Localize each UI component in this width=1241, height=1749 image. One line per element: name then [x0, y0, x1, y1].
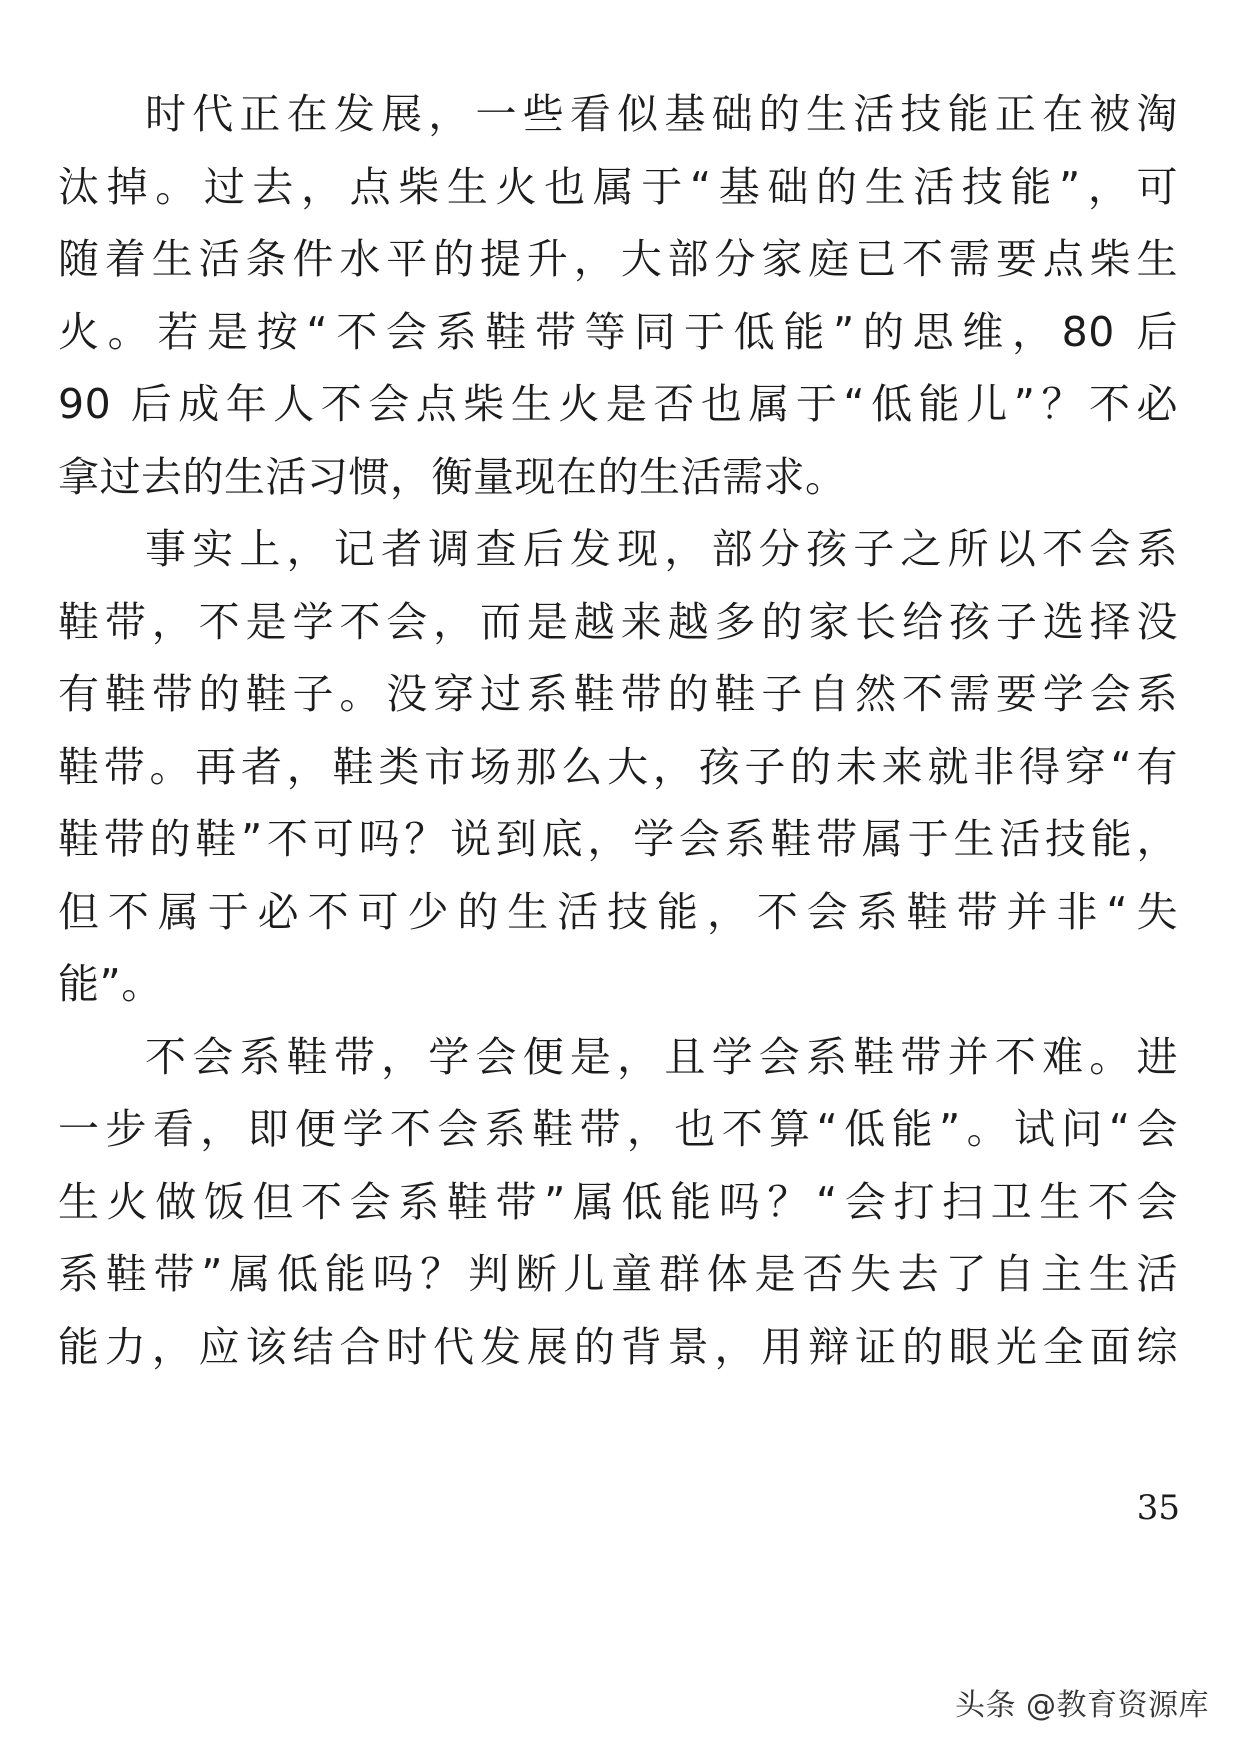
- paragraph-3-line-1: 不会系鞋带，学会便是，且学会系鞋带并不难。进: [145, 1032, 1178, 1081]
- paragraph-2-line-7: 能”。: [58, 960, 163, 1008]
- paragraph-2-line-6: 但不属于必不可少的生活技能，不会系鞋带并非“失: [58, 887, 1178, 936]
- watermark-text: 头条 @教育资源库: [954, 1688, 1209, 1723]
- paragraph-1-line-4: 火。若是按“不会系鞋带等同于低能”的思维，80 后: [58, 307, 1178, 356]
- paragraph-2-line-1: 事实上，记者调查后发现，部分孩子之所以不会系: [145, 525, 1178, 573]
- paragraph-2-line-2: 鞋带，不是学不会，而是越来越多的家长给孩子选择没: [58, 597, 1178, 646]
- paragraph-3-line-4: 系鞋带”属低能吗？判断儿童群体是否失去了自主生活: [58, 1250, 1178, 1298]
- paragraph-3-line-2: 一步看，即便学不会系鞋带，也不算“低能”。试问“会: [58, 1105, 1178, 1153]
- paragraph-1-line-2: 汰掉。过去，点柴生火也属于“基础的生活技能”，可: [58, 162, 1178, 211]
- paragraph-2-line-5: 鞋带的鞋”不可吗？说到底，学会系鞋带属于生活技能，: [58, 815, 1178, 863]
- page-number: 35: [1136, 1488, 1180, 1528]
- article-body: [58, 78, 1178, 1383]
- paragraph-1-line-3: 随着生活条件水平的提升，大部分家庭已不需要点柴生: [58, 235, 1178, 283]
- paragraph-1-line-1: 时代正在发展，一些看似基础的生活技能正在被淘: [145, 90, 1178, 138]
- paragraph-3-line-5: 能力，应该结合时代发展的背景，用辩证的眼光全面综: [58, 1322, 1178, 1371]
- paragraph-2-line-4: 鞋带。再者，鞋类市场那么大，孩子的未来就非得穿“有: [58, 742, 1178, 791]
- paragraph-1-line-5: 90 后成年人不会点柴生火是否也属于“低能儿”？不必: [58, 380, 1178, 428]
- paragraph-2-line-3: 有鞋带的鞋子。没穿过系鞋带的鞋子自然不需要学会系: [58, 670, 1178, 718]
- paragraph-1-line-6: 拿过去的生活习惯，衡量现在的生活需求。: [58, 452, 847, 501]
- paragraph-3-line-3: 生火做饭但不会系鞋带”属低能吗？“会打扫卫生不会: [58, 1177, 1178, 1226]
